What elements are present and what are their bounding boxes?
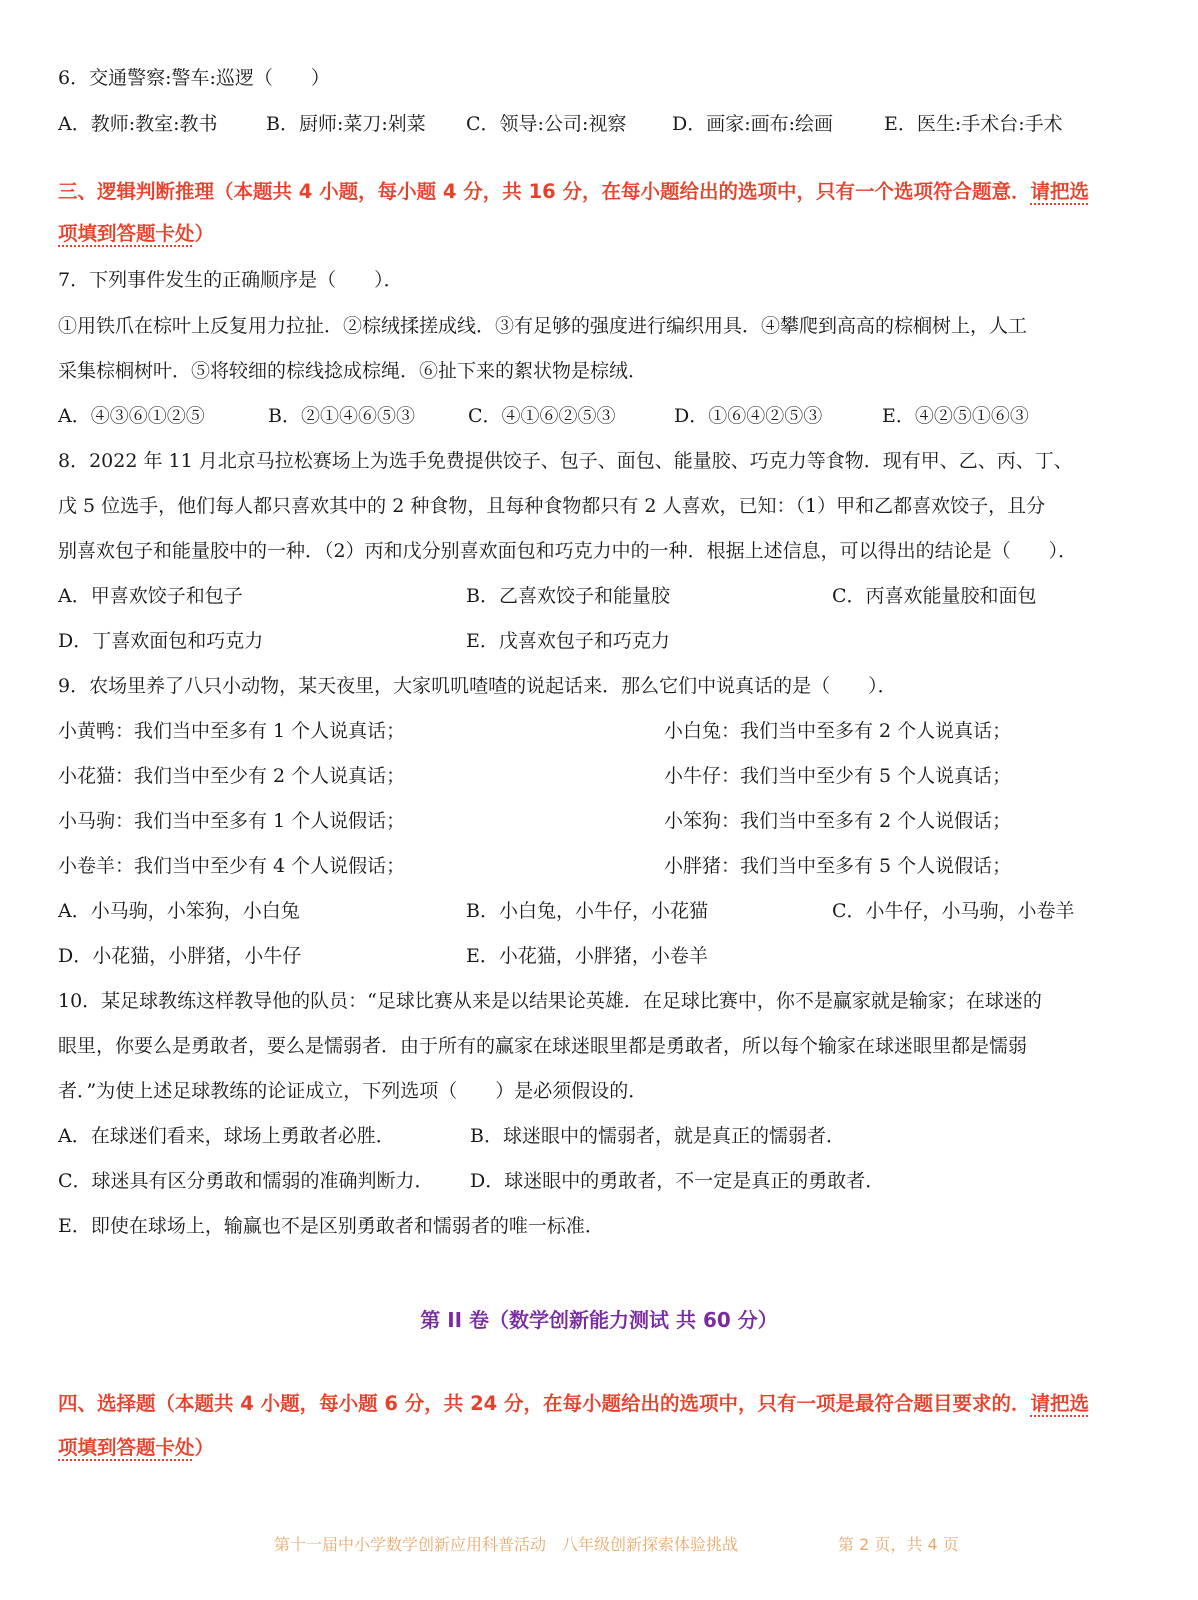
q7-line1: ①用铁爪在棕叶上反复用力拉扯．②棕绒揉搓成线．③有足够的强度进行编织用具．④攀爬到高高的棕榈树上，人工 xyxy=(58,315,1028,337)
section4-heading-end: ） xyxy=(194,1436,215,1459)
section4-heading-line1 xyxy=(58,1392,1089,1416)
q6-option-d: D．画家:画布:绘画 xyxy=(672,113,834,135)
q10-line2: 眼里，你要么是勇敢者，要么是懦弱者．由于所有的赢家在球迷眼里都是勇敢者，所以每个输家在球迷眼里都是懦弱 xyxy=(58,1035,1028,1057)
q6-option-a: A．教师:教室:教书 xyxy=(58,113,218,135)
q6-option-b: B．厨师:菜刀:剁菜 xyxy=(266,113,426,135)
q6-option-e: E．医生:手术台:手术 xyxy=(884,113,1063,135)
q7-option-e: E．④②⑤①⑥③ xyxy=(882,405,1029,427)
part2-title: 第 II 卷（数学创新能力测试 共 60 分） xyxy=(420,1308,778,1332)
q10-line1: 10．某足球教练这样教导他的队员：“足球比赛从来是以结果论英雄．在足球比赛中，你不是赢家就是输家；在球迷的 xyxy=(58,990,1042,1012)
q8-line1: 8．2022 年 11 月北京马拉松赛场上为选手免费提供饺子、包子、面包、能量胶、巧克力等食物．现有甲、乙、丙、丁、 xyxy=(58,450,1073,472)
q8-line3: 别喜欢包子和能量胶中的一种．（2）丙和戊分别喜欢面包和巧克力中的一种．根据上述信息，可以得出的结论是（ ）． xyxy=(58,540,1078,562)
q8-option-e: E．戊喜欢包子和巧克力 xyxy=(466,630,670,652)
q10-option-d: D．球迷眼中的勇敢者，不一定是真正的勇敢者． xyxy=(470,1170,885,1192)
q9-statement: 小马驹：我们当中至多有 1 个人说假话； xyxy=(58,810,406,832)
q7-option-b: B．②①④⑥⑤③ xyxy=(268,405,415,427)
q7-line2: 采集棕榈树叶．⑤将较细的棕线捻成棕绳．⑥扯下来的絮状物是棕绒． xyxy=(58,360,648,382)
q7-option-c: C．④①⑥②⑤③ xyxy=(468,405,616,427)
q8-option-c: C．丙喜欢能量胶和面包 xyxy=(832,585,1037,607)
section3-heading-dots2: 项填到答题卡处 xyxy=(58,222,195,245)
q10-option-a: A．在球迷们看来，球场上勇敢者必胜． xyxy=(58,1125,395,1147)
q6-stem: 6．交通警察:警车:巡逻（ ） xyxy=(58,67,330,89)
q10-option-e: E．即使在球场上，输赢也不是区别勇敢者和懦弱者的唯一标准． xyxy=(58,1215,604,1237)
q9-statement: 小白兔：我们当中至多有 2 个人说真话； xyxy=(664,720,1012,742)
section3-heading-line1 xyxy=(58,180,1089,204)
section3-heading-main: 三、逻辑判断推理（本题共 4 小题，每小题 4 分，共 16 分，在每小题给出的选项中，只有一个选项符合题意． xyxy=(58,180,1031,203)
q8-option-b: B．乙喜欢饺子和能量胶 xyxy=(466,585,670,607)
q8-option-a: A．甲喜欢饺子和包子 xyxy=(58,585,243,607)
section3-heading-line2 xyxy=(58,222,214,246)
section4-heading-line2 xyxy=(58,1436,214,1460)
q9-statement: 小牛仔：我们当中至少有 5 个人说真话； xyxy=(664,765,1012,787)
q10-option-b: B．球迷眼中的懦弱者，就是真正的懦弱者． xyxy=(470,1125,845,1147)
footer-page-number: 第 2 页，共 4 页 xyxy=(838,1535,959,1554)
section3-heading-dots1: 请把选 xyxy=(1030,180,1090,203)
q9-option-d: D．小花猫，小胖猪，小牛仔 xyxy=(58,945,302,967)
q10-line3: 者．”为使上述足球教练的论证成立，下列选项（ ）是必须假设的． xyxy=(58,1080,648,1102)
q7-stem: 7．下列事件发生的正确顺序是（ ）． xyxy=(58,269,403,291)
section4-heading-dots1: 请把选 xyxy=(1030,1392,1090,1415)
q9-option-b: B．小白兔，小牛仔，小花猫 xyxy=(466,900,708,922)
q9-statement: 小卷羊：我们当中至少有 4 个人说假话； xyxy=(58,855,406,877)
q8-option-d: D．丁喜欢面包和巧克力 xyxy=(58,630,264,652)
q9-stem: 9．农场里养了八只小动物，某天夜里，大家叽叽喳喳的说起话来．那么它们中说真话的是（ ）． xyxy=(58,675,897,697)
q10-option-c: C．球迷具有区分勇敢和懦弱的准确判断力． xyxy=(58,1170,434,1192)
q7-option-a: A．④③⑥①②⑤ xyxy=(58,405,205,427)
q9-statement: 小胖猪：我们当中至多有 5 个人说假话； xyxy=(664,855,1012,877)
q9-statement: 小黄鸭：我们当中至多有 1 个人说真话； xyxy=(58,720,406,742)
q9-option-a: A．小马驹，小笨狗，小白兔 xyxy=(58,900,300,922)
q8-line2: 戊 5 位选手，他们每人都只喜欢其中的 2 种食物，且每种食物都只有 2 人喜欢，已知：（1）甲和乙都喜欢饺子，且分 xyxy=(58,495,1046,517)
section4-heading-main: 四、选择题（本题共 4 小题，每小题 6 分，共 24 分，在每小题给出的选项中，只有一项是最符合题目要求的． xyxy=(58,1392,1031,1415)
q9-statement: 小笨狗：我们当中至多有 2 个人说假话； xyxy=(664,810,1012,832)
q9-option-c: C．小牛仔，小马驹，小卷羊 xyxy=(832,900,1075,922)
section4-heading-dots2: 项填到答题卡处 xyxy=(58,1436,195,1459)
q9-option-e: E．小花猫，小胖猪，小卷羊 xyxy=(466,945,708,967)
q9-statement: 小花猫：我们当中至少有 2 个人说真话； xyxy=(58,765,406,787)
section3-heading-end: ） xyxy=(194,222,215,245)
q7-option-d: D．①⑥④②⑤③ xyxy=(674,405,823,427)
footer-event: 第十一届中小学数学创新应用科普活动 八年级创新探索体验挑战 xyxy=(274,1535,739,1554)
q6-option-c: C．领导:公司:视察 xyxy=(466,113,627,135)
